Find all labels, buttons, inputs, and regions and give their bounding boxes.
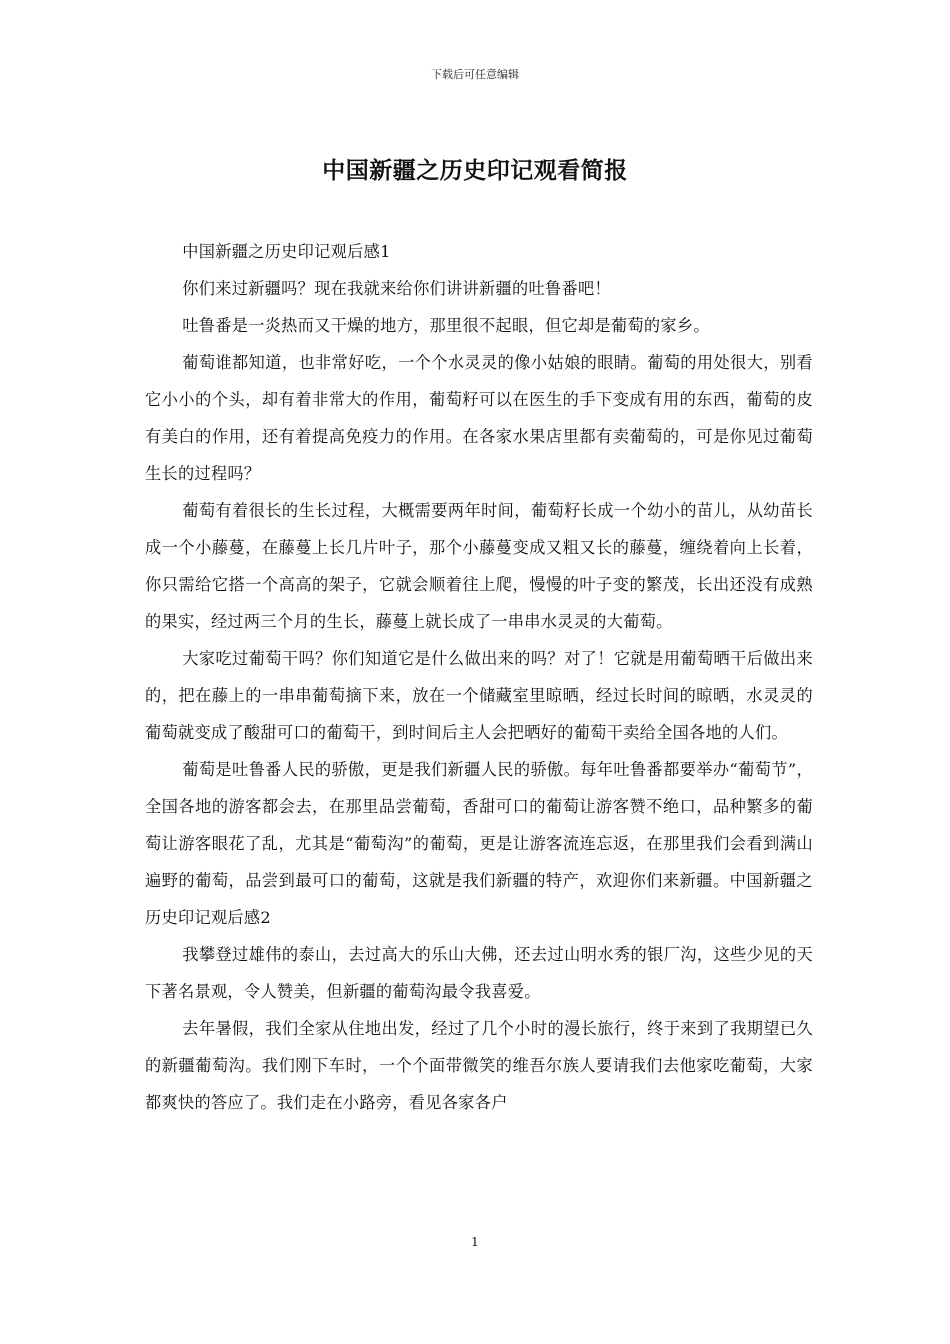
page-number: 1 — [471, 1235, 479, 1249]
paragraph: 你们来过新疆吗？现在我就来给你们讲讲新疆的吐鲁番吧！ — [182, 279, 611, 298]
document-title: 中国新疆之历史印记观看简报 — [322, 157, 628, 184]
paragraph: 葡萄谁都知道，也非常好吃，一个个水灵灵的像小姑娘的眼睛。葡萄的用处很大，别看它小小的个头，却有着非常大的作用，葡萄籽可以在医生的手下变成有用的东西，葡萄的皮有美白的作用，还有着提高免疫力的作用。在各家水果店里都有卖葡萄的，可是你见过葡萄生长的过程吗？ — [145, 353, 813, 483]
paragraph: 大家吃过葡萄干吗？你们知道它是什么做出来的吗？对了！它就是用葡萄晒干后做出来的，把在藤上的一串串葡萄摘下来，放在一个储藏室里晾晒，经过长时间的晾晒，水灵灵的葡萄就变成了酸甜可口的葡萄干，到时间后主人会把晒好的葡萄干卖给全国各地的人们。 — [145, 649, 813, 742]
paragraph: 我攀登过雄伟的泰山，去过高大的乐山大佛，还去过山明水秀的银厂沟，这些少见的天下著名景观，令人赞美，但新疆的葡萄沟最令我喜爱。 — [145, 945, 813, 1001]
paragraph: 吐鲁番是一炎热而又干燥的地方，那里很不起眼，但它却是葡萄的家乡。 — [182, 316, 710, 335]
header-note: 下载后可任意编辑 — [431, 68, 519, 81]
document-body — [145, 233, 813, 1121]
paragraph: 去年暑假，我们全家从住地出发，经过了几个小时的漫长旅行，终于来到了我期望已久的新疆葡萄沟。我们刚下车时，一个个面带微笑的维吾尔族人要请我们去他家吃葡萄，大家都爽快的答应了。我们走在小路旁，看见各家各户 — [145, 1019, 813, 1112]
paragraph: 中国新疆之历史印记观后感1 — [182, 242, 391, 261]
paragraph: 葡萄有着很长的生长过程，大概需要两年时间，葡萄籽长成一个幼小的苗儿，从幼苗长成一个小藤蔓，在藤蔓上长几片叶子，那个小藤蔓变成又粗又长的藤蔓，缠绕着向上长着，你只需给它搭一个高高的架子，它就会顺着往上爬，慢慢的叶子变的繁茂，长出还没有成熟的果实，经过两三个月的生长，藤蔓上就长成了一串串水灵灵的大葡萄。 — [145, 501, 813, 631]
paragraph: 葡萄是吐鲁番人民的骄傲，更是我们新疆人民的骄傲。每年吐鲁番都要举办“葡萄节”，全国各地的游客都会去，在那里品尝葡萄，香甜可口的葡萄让游客赞不绝口，品种繁多的葡萄让游客眼花了乱，尤其是“葡萄沟”的葡萄，更是让游客流连忘返，在那里我们会看到满山遍野的葡萄，品尝到最可口的葡萄，这就是我们新疆的特产，欢迎你们来新疆。中国新疆之历史印记观后感2 — [145, 760, 813, 927]
